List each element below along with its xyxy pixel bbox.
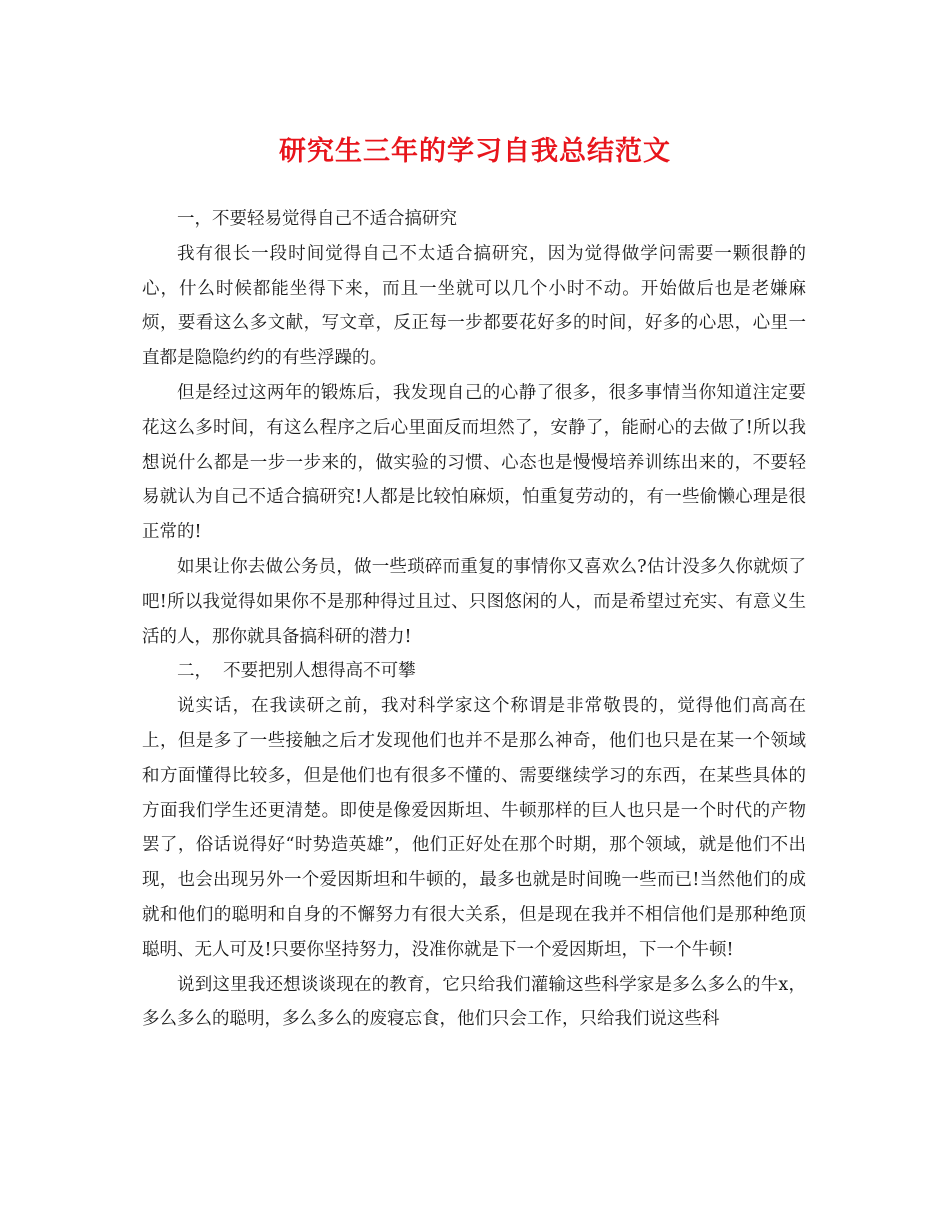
paragraph: 我有很长一段时间觉得自己不太适合搞研究，因为觉得做学问需要一颗很静的心，什么时候都能坐得下来，而且一坐就可以几个小时不动。开始做后也是老嫌麻烦，要看这么多文献，写文章，反正每一步都要花好多的时间，好多的心思，心里一直都是隐隐约约的有些浮躁的。 <box>142 243 806 369</box>
section-heading-1: 一，不要轻易觉得自己不适合搞研究 <box>177 209 457 229</box>
paragraph: 但是经过这两年的锻炼后，我发现自己的心静了很多，很多事情当你知道注定要花这么多时间，有这么程序之后心里面反而坦然了，安静了，能耐心的去做了!所以我想说什么都是一步一步来的，做实验的习惯、心态也是慢慢培养训练出来的，不要轻易就认为自己不适合搞研究!人都是比较怕麻烦，怕重复劳动的，有一些偷懒心理是很正常的! <box>142 382 806 543</box>
document-title: 研究生三年的学习自我总结范文 <box>279 136 671 167</box>
section-heading-2: 二， 不要把别人想得高不可攀 <box>177 661 416 682</box>
document-body <box>142 202 806 1037</box>
paragraph: 说到这里我还想谈谈现在的教育，它只给我们灌输这些科学家是多么多么的牛x，多么多么的聪明，多么多么的废寝忘食，他们只会工作，只给我们说这些科 <box>142 974 806 1030</box>
paragraph: 说实话，在我读研之前，我对科学家这个称谓是非常敬畏的，觉得他们高高在上，但是多了一些接触之后才发现他们也并不是那么神奇，他们也只是在某一个领域和方面懂得比较多，但是他们也有很多不懂的、需要继续学习的东西，在某些具体的方面我们学生还更清楚。即使是像爱因斯坦、牛顿那样的巨人也只是一个时代的产物罢了，俗话说得好“时势造英雄”，他们正好处在那个时期，那个领域，就是他们不出现，也会出现另外一个爱因斯坦和牛顿的，最多也就是时间晚一些而已!当然他们的成就和他们的聪明和自身的不懈努力有很大关系，但是现在我并不相信他们是那种绝顶聪明、无人可及!只要你坚持努力，没准你就是下一个爱因斯坦，下一个牛顿! <box>142 696 806 960</box>
paragraph: 如果让你去做公务员，做一些琐碎而重复的事情你又喜欢么?估计没多久你就烦了吧!所以我觉得如果你不是那种得过且过、只图悠闲的人，而是希望过充实、有意义生活的人，那你就具备搞科研的潜力! <box>142 556 806 647</box>
